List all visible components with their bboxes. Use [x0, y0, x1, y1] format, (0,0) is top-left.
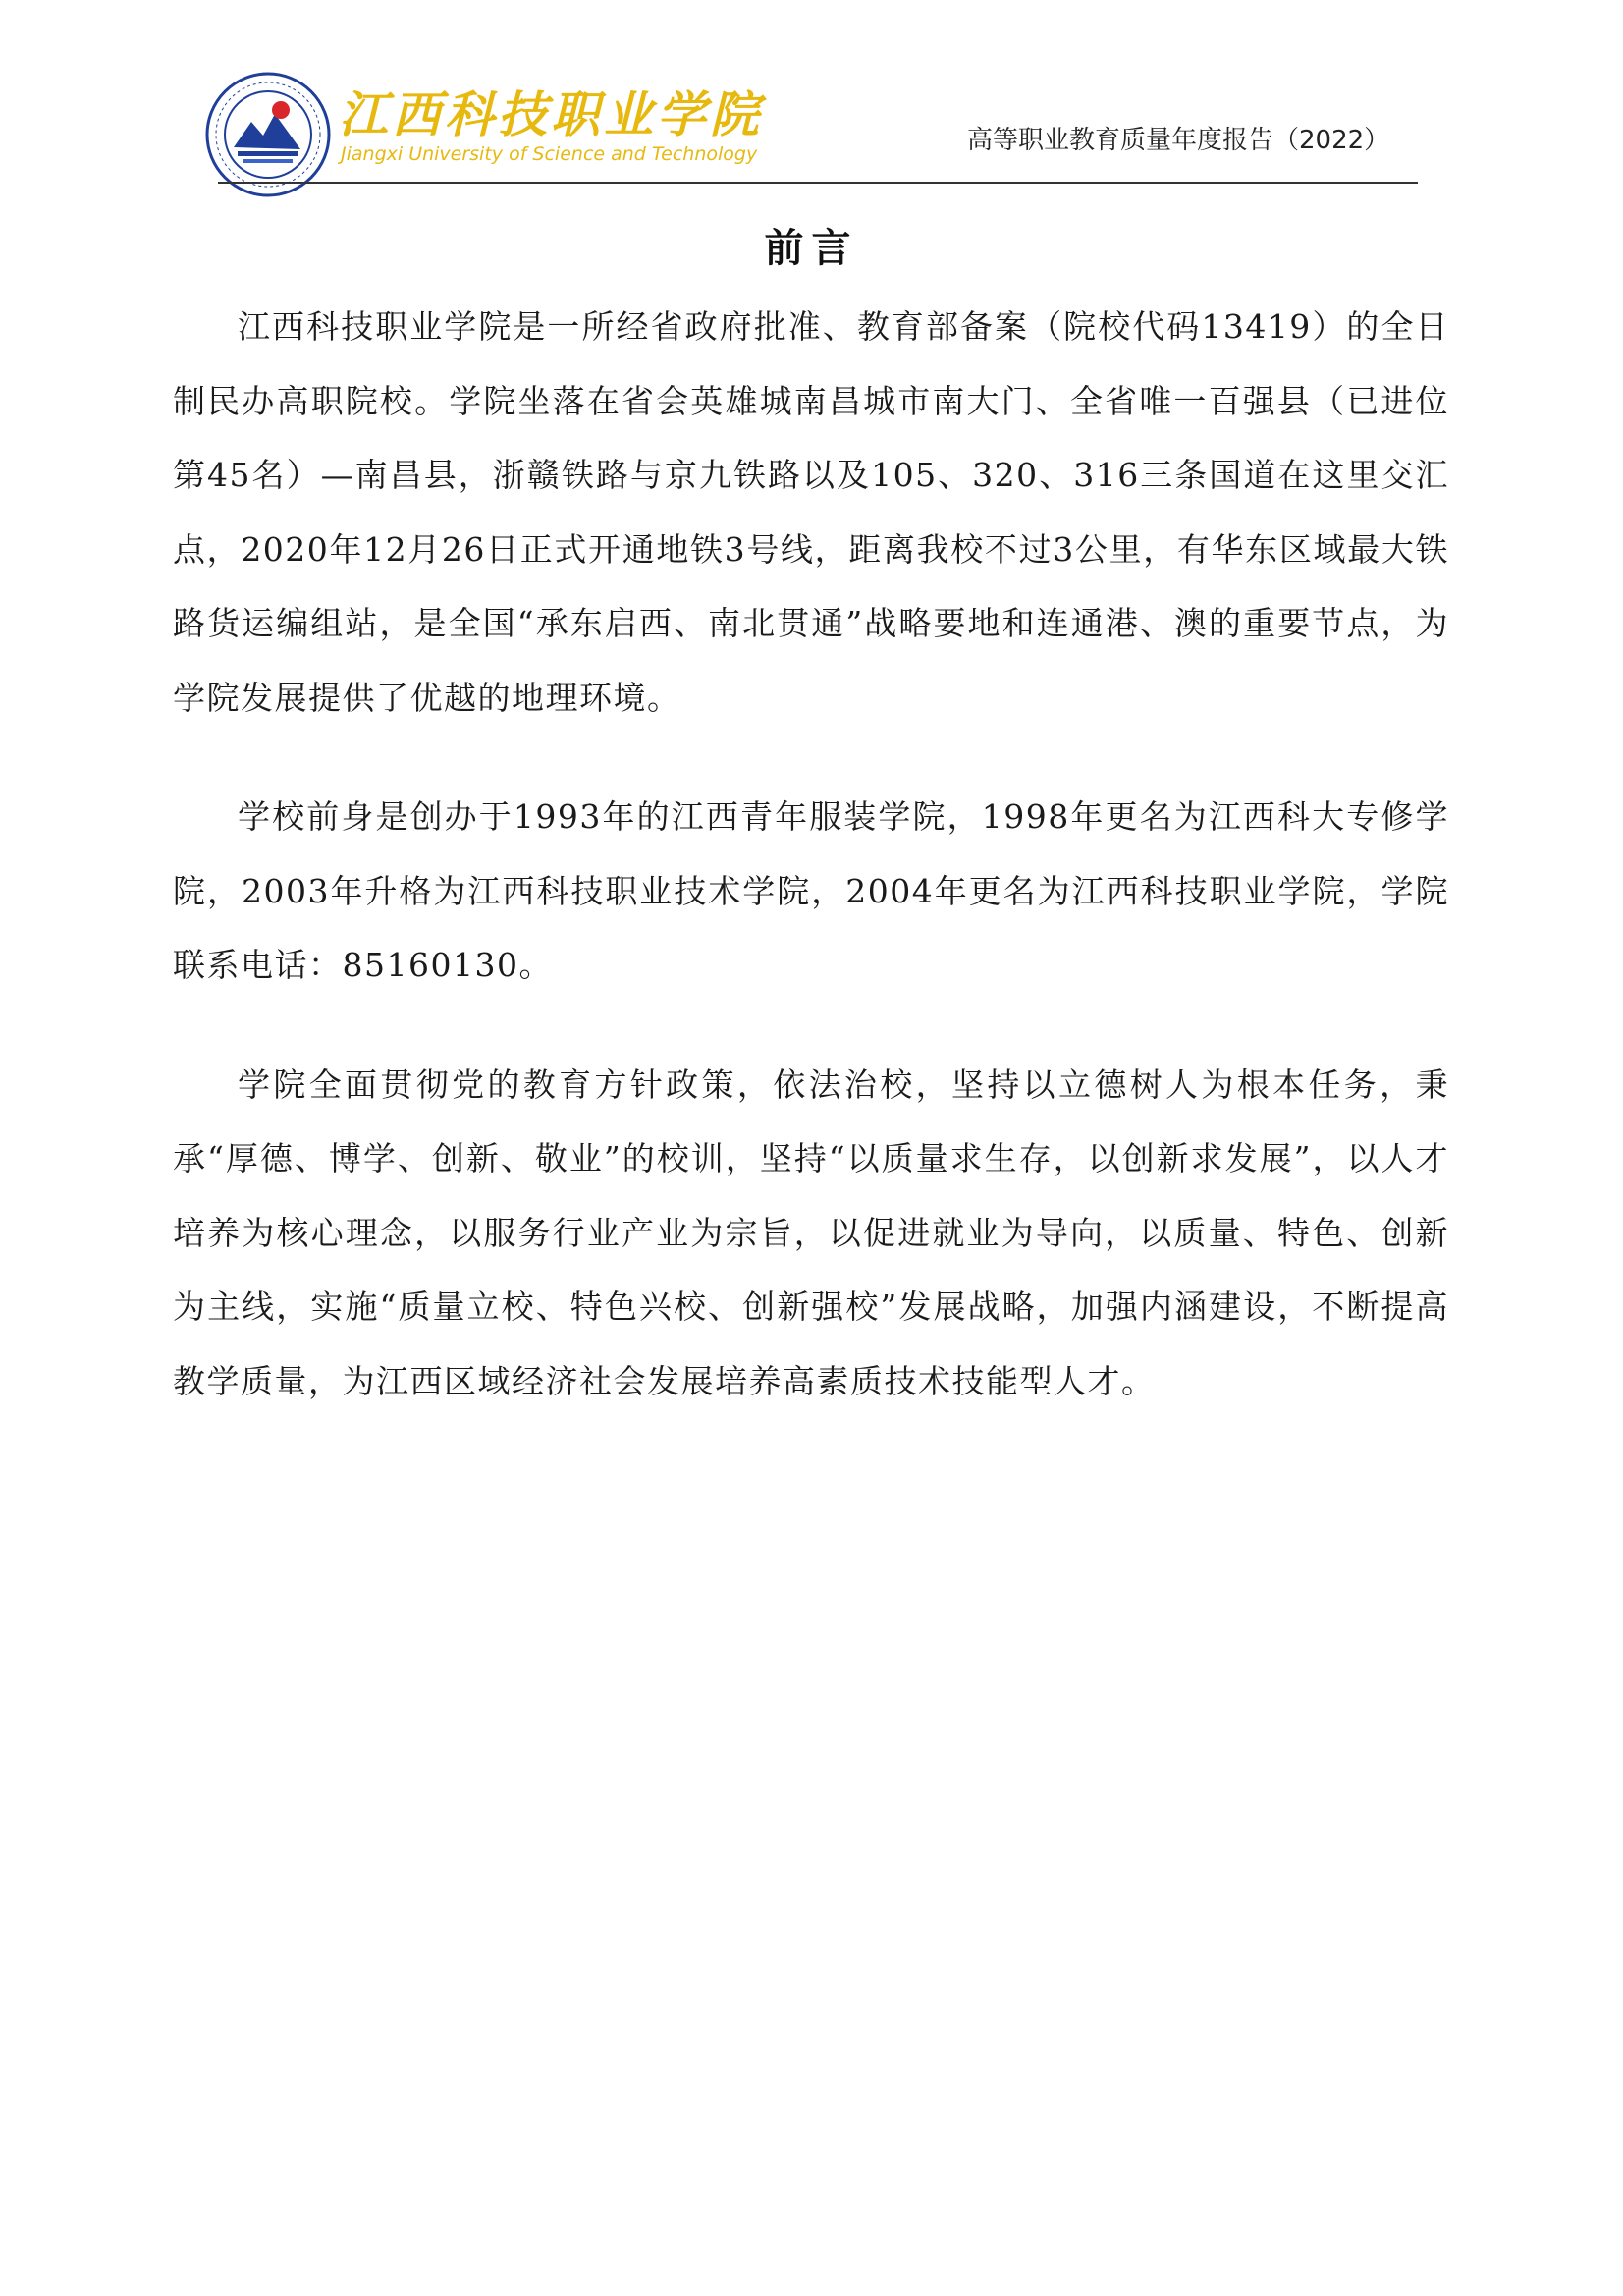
school-name-cn: 江西科技职业学院	[339, 85, 763, 143]
document-body	[173, 290, 1449, 1463]
paragraph-mission: 学院全面贯彻党的教育方针政策，依法治校，坚持以立德树人为根本任务，秉承“厚德、博学、创新、敬业”的校训，坚持“以质量求生存，以创新求发展”，以人才培养为核心理念，以服务行业产业为宗旨，以促进就业为导向，以质量、特色、创新为主线，实施“质量立校、特色兴校、创新强校”发展战略，加强内涵建设，不断提高教学质量，为江西区域经济社会发展培养高素质技术技能型人才。	[173, 1065, 1449, 1400]
header-divider	[218, 182, 1418, 184]
school-seal-icon	[204, 71, 332, 198]
paragraph-intro: 江西科技职业学院是一所经省政府批准、教育部备案（院校代码13419）的全日制民办高职院校。学院坐落在省会英雄城南昌城市南大门、全省唯一百强县（已进位第45名）—南昌县，浙赣铁路与京九铁路以及105、320、316三条国道在这里交汇点，2020年12月26日正式开通地铁3号线，距离我校不过3公里，有华东区域最大铁路货运编组站，是全国“承东启西、南北贯通”战略要地和连通港、澳的重要节点，为学院发展提供了优越的地理环境。	[173, 307, 1449, 717]
school-name-en: Jiangxi University of Science and Technology	[341, 143, 758, 165]
page-header	[0, 0, 1623, 191]
paragraph-history: 学校前身是创办于1993年的江西青年服装学院，1998年更名为江西科大专修学院，2003年升格为江西科技职业技术学院，2004年更名为江西科技职业学院，学院联系电话：85160130。	[173, 797, 1449, 984]
school-logo-wordmark	[339, 86, 800, 165]
report-title: 高等职业教育质量年度报告（2022）	[967, 126, 1390, 155]
page-title: 前言	[764, 226, 859, 271]
